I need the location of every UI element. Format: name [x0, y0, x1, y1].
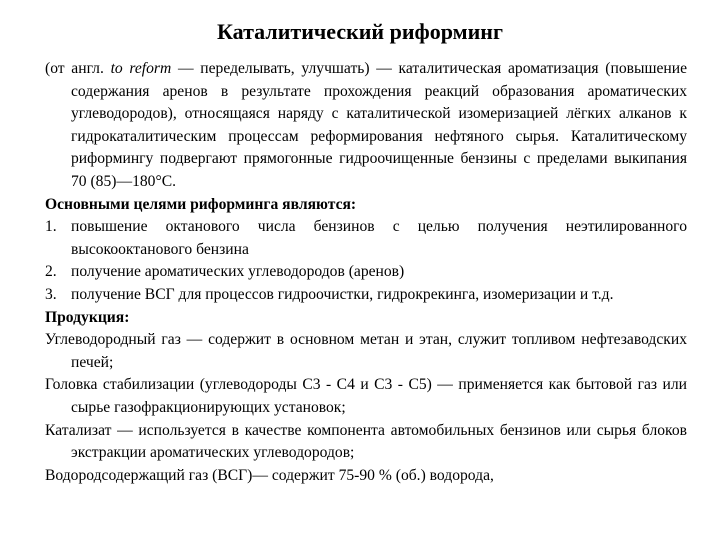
- products-heading: Продукция:: [45, 308, 130, 326]
- intro-text: — переделывать, улучшать) — каталитическая ароматизация (повышение содержания аренов в результате прохождения реакций образования ароматических углеводородов), относящаяся наряду с каталитической изомеризацией лёгких алканов к гидрокаталитическим процессам реформирования нефтяного сырья. Каталитическому риформингу подвергают прямогонные гидроочищенные бензины с пределами выкипания 70 (85)—180°С.: [71, 60, 687, 190]
- goal-text-3: получение ВСГ для процессов гидроочистки, гидрокрекинга, изомеризации и т.д.: [71, 285, 614, 303]
- goal-number-1: 1.: [45, 218, 57, 236]
- goal-text-2: получение ароматических углеводородов (аренов): [71, 263, 405, 281]
- goal-number-2: 2.: [45, 263, 57, 281]
- goal-item-2: [45, 261, 687, 284]
- goal-item-3: [45, 284, 687, 307]
- goal-text-1: повышение октанового числа бензинов с целью получения неэтилированного высокооктанового бензина: [71, 218, 687, 258]
- intro-prefix: (от англ.: [45, 60, 111, 77]
- intro-term: to reform: [110, 60, 172, 77]
- goal-number-3: 3.: [45, 285, 57, 303]
- goal-item-1: [45, 216, 687, 261]
- slide-body: [45, 58, 687, 487]
- intro-paragraph: [45, 58, 687, 194]
- goals-heading: Основными целями риформинга являются:: [45, 195, 357, 213]
- product-item-1: Углеводородный газ — содержит в основном метан и этан, служит топливом нефтезаводских печей;: [45, 331, 687, 371]
- page-title: Каталитический риформинг: [217, 19, 503, 44]
- product-item-2: Головка стабилизации (углеводороды С3 - С4 и С3 - С5) — применяется как бытовой газ или сырье газофракционирующих установок;: [45, 376, 687, 416]
- product-item-3: Катализат — используется в качестве компонента автомобильных бензинов или сырья блоков экстракции ароматических углеводородов;: [45, 421, 687, 462]
- product-item-4: Водородсодержащий газ (ВСГ)— содержит 75-90 % (об.) водорода,: [45, 466, 494, 484]
